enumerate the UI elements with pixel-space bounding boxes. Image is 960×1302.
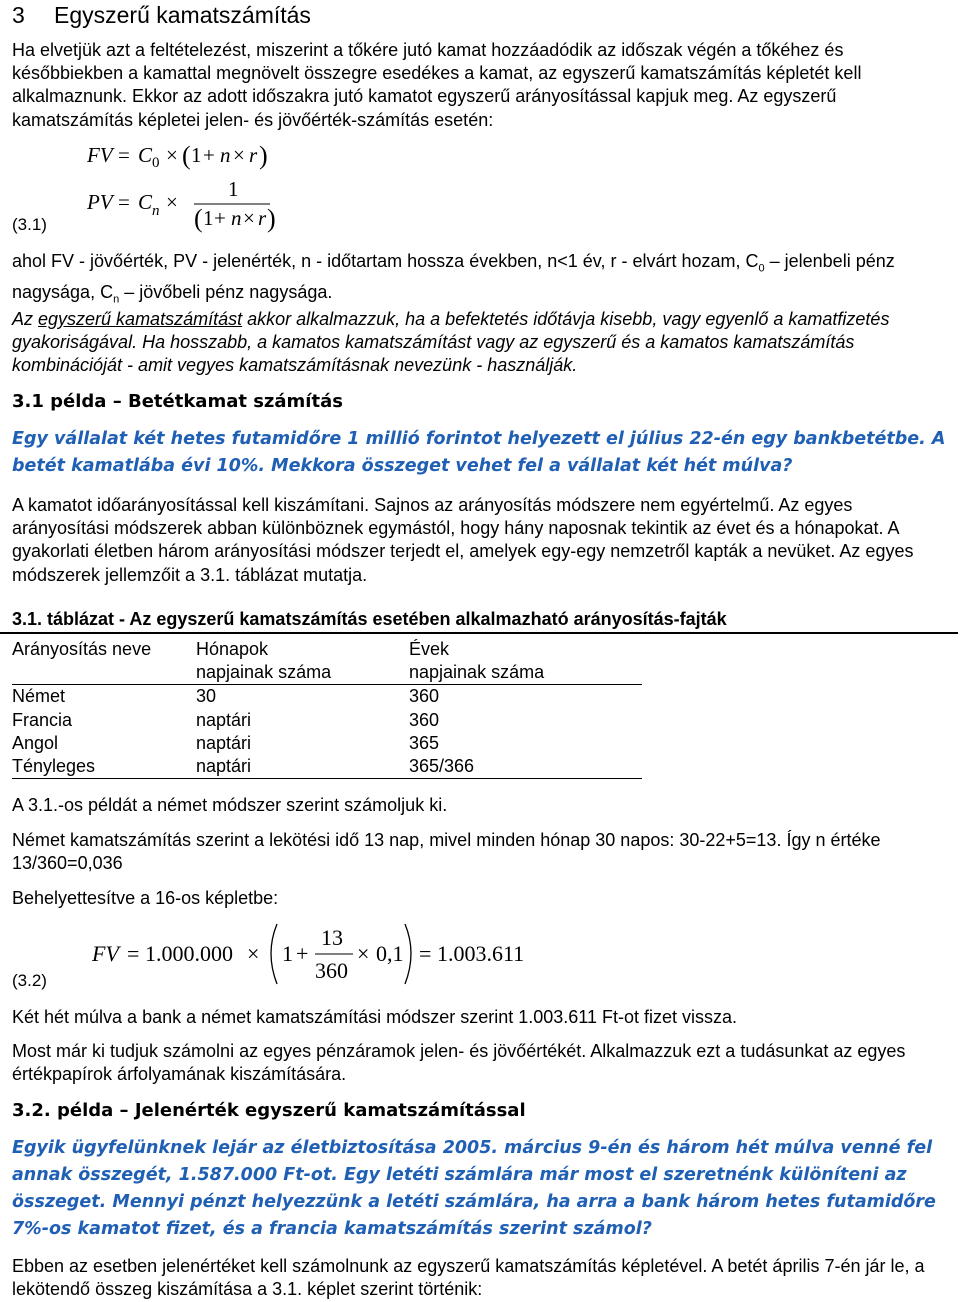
- big-paren-open: [271, 924, 277, 984]
- table-cell: Tényleges: [12, 755, 196, 779]
- table-header-cell: Évek napjainak száma: [409, 638, 642, 685]
- equation-label-3-1: (3.1): [12, 215, 47, 234]
- times-sign: ×: [247, 941, 260, 966]
- cn-sub: n: [152, 203, 160, 219]
- intro-paragraph: Ha elvetjük azt a feltételezést, miszerint a tőkére jutó kamat hozzáadódik az időszak végén a tőkéhez és későbbiekben a kamattal megnövelt összegre esedékes a kamat, az egyszerű kamatszámítás képletét kell alkalmaznunk. Ekkor az adott időszakra jutó kamatot egyszerű arányosítással kapjuk meg. Az egyszerű kamatszámítás képletei jelen- és jövőérték-számítás esetén:: [12, 40, 862, 130]
- table-cell: 360: [409, 709, 440, 730]
- table-row: [12, 685, 642, 709]
- proportion-table: [12, 638, 642, 779]
- table-cell: naptári: [196, 709, 252, 730]
- definitions-paragraph: ahol FV - jövőérték, PV - jelenérték, n - időtartam hossza években, n<1 év, r - elvárt hozam, $C_0$ – jelenbeli pénz nagysága, $C_n$ – jövőbeli pénz nagysága.: [12, 251, 895, 306]
- proportion-paragraph: A kamatot időarányosítással kell kiszámítani. Sajnos az arányosítás módszere nem egyértelmű. Az egyes arányosítási módszerek abban különböznek egymástól, hogy hány naposnak tekintik az évet és a hónapokat. A gyakorlati életben három arányosítási módszer terjedt el, amelyek egy-egy nemzetről kapták a nevüket. Az egyes módszerek jellemzőit a 3.1. táblázat mutatja.: [12, 495, 914, 585]
- table-row: [12, 732, 642, 755]
- plus-sign: +: [296, 941, 309, 966]
- italic-paragraph: Az egyszerű kamatszámítást akkor alkalmazzuk, ha a befektetés időtávja kisebb, vagy egyenlő a kamatfizetés gyakoriságával. Ha hosszabb, a kamatos kamatszámítást vagy az egyszerű és a kamatos kamatszámítás kombinációját - amit vegyes kamatszámításnak nevezünk - használják.: [12, 309, 890, 376]
- r-symbol: r: [249, 143, 258, 167]
- paren-open: (: [194, 204, 203, 233]
- equals-sign: =: [419, 941, 432, 966]
- table-title-rule: [0, 632, 958, 634]
- table-header-row: [12, 638, 642, 685]
- rate-value: 0,1: [376, 941, 404, 966]
- result-value: 1.003.611: [437, 941, 525, 966]
- last-paragraph: Ebben az esetben jelenértéket kell számolnunk az egyszerű kamatszámítás képletével. A betét április 7-én jár le, a lekötendő összeg kiszámítása a 3.1. képlet szerint történik:: [12, 1256, 925, 1300]
- one: 1: [282, 941, 293, 966]
- pv-symbol: PV: [87, 190, 113, 214]
- table-cell: Francia: [12, 709, 73, 730]
- equals-sign: =: [118, 190, 130, 214]
- formula-3-2: [87, 918, 547, 990]
- table-row: [12, 755, 642, 779]
- table-cell: naptári: [196, 755, 409, 779]
- fv-symbol: FV: [87, 143, 113, 167]
- table-cell: 365/366: [409, 755, 642, 779]
- n-symbol: n: [231, 206, 242, 230]
- table-cell: Angol: [12, 732, 59, 753]
- plus-sign: +: [214, 206, 226, 230]
- table-title: 3.1. táblázat - Az egyszerű kamatszámítás esetében alkalmazható arányosítás-fajták: [12, 609, 727, 629]
- formula-3-1: [82, 138, 302, 238]
- fv-symbol: FV: [92, 941, 119, 966]
- fraction-numerator: 1: [228, 177, 239, 201]
- table-cell: 30: [196, 686, 217, 707]
- equals-sign: =: [127, 941, 140, 966]
- plus-sign: +: [203, 143, 215, 167]
- table-cell: naptári: [196, 732, 252, 753]
- german-intro-paragraph: A 3.1.-os példát a német módszer szerint számoljuk ki.: [12, 795, 448, 815]
- paren-close: ): [259, 141, 268, 170]
- table-cell: Német: [12, 686, 66, 707]
- section-heading: [12, 2, 311, 29]
- c0-symbol: C: [138, 143, 153, 167]
- section-title: Egyszerű kamatszámítás: [54, 2, 311, 28]
- times-sign: ×: [166, 190, 178, 214]
- table-header-cell: Arányosítás neve: [12, 638, 196, 685]
- example-1-title: 3.1 példa – Betétkamat számítás: [12, 391, 343, 412]
- paren-open: (: [182, 141, 191, 170]
- times-sign: ×: [243, 206, 255, 230]
- german-calc-paragraph: Német kamatszámítás szerint a lekötési idő 13 nap, mivel minden hónap 30 napos: 30-22+5=13. Így n értéke 13/360=0,036: [12, 830, 881, 874]
- example-1-text: Egy vállalat két hetes futamidőre 1 millió forintot helyezett el július 22-én egy bankbetétbe. A betét kamatlába évi 10%. Mekkora összeget vehet fel a vállalat két hét múlva?: [12, 429, 946, 476]
- paren-close: ): [267, 204, 276, 233]
- table-cell: 365: [409, 732, 440, 753]
- section-number: 3: [12, 2, 25, 28]
- table-header-cell: Hónapok napjainak száma: [196, 638, 409, 685]
- table-cell: 360: [409, 686, 440, 707]
- equation-label-3-2: (3.2): [12, 971, 47, 990]
- times-sign: ×: [166, 143, 178, 167]
- cn-symbol: C: [138, 190, 153, 214]
- example-2-title: 3.2. példa – Jelenérték egyszerű kamatszámítással: [12, 1100, 526, 1121]
- times-sign: ×: [233, 143, 245, 167]
- principal-value: 1.000.000: [145, 941, 233, 966]
- fraction-denominator: 360: [315, 958, 348, 983]
- substitute-paragraph: Behelyettesítve a 16-os képletbe:: [12, 888, 279, 908]
- fraction-numerator: 13: [321, 925, 343, 950]
- big-paren-close: [405, 924, 411, 984]
- times-sign: ×: [357, 941, 370, 966]
- c0-sub: 0: [152, 155, 160, 171]
- now-paragraph: Most már ki tudjuk számolni az egyes pénzáramok jelen- és jövőértékét. Alkalmazzuk ezt a tudásunkat az egyes értékpapírok árfolyamának kiszámítására.: [12, 1041, 906, 1085]
- result-paragraph: Két hét múlva a bank a német kamatszámítási módszer szerint 1.003.611 Ft-ot fizet vissza.: [12, 1007, 737, 1027]
- one: 1: [191, 143, 202, 167]
- example-2-text: Egyik ügyfelünknek lejár az életbiztosítása 2005. március 9-én és három hét múlva venné fel annak összegét, 1.587.000 Ft-ot. Egy letéti számlára már most el szeretnénk különíteni az összeget. Mennyi pénzt helyezzünk a letéti számlára, ha arra a bank három hetes futamidőre 7%-os kamatot fizet, és a francia kamatszámítás szerint számol?: [12, 1138, 936, 1239]
- equals-sign: =: [118, 143, 130, 167]
- underlined-term: egyszerű kamatszámítást: [38, 309, 243, 329]
- r-symbol: r: [258, 206, 267, 230]
- one: 1: [203, 206, 214, 230]
- table-row: [12, 709, 642, 732]
- n-symbol: n: [220, 143, 231, 167]
